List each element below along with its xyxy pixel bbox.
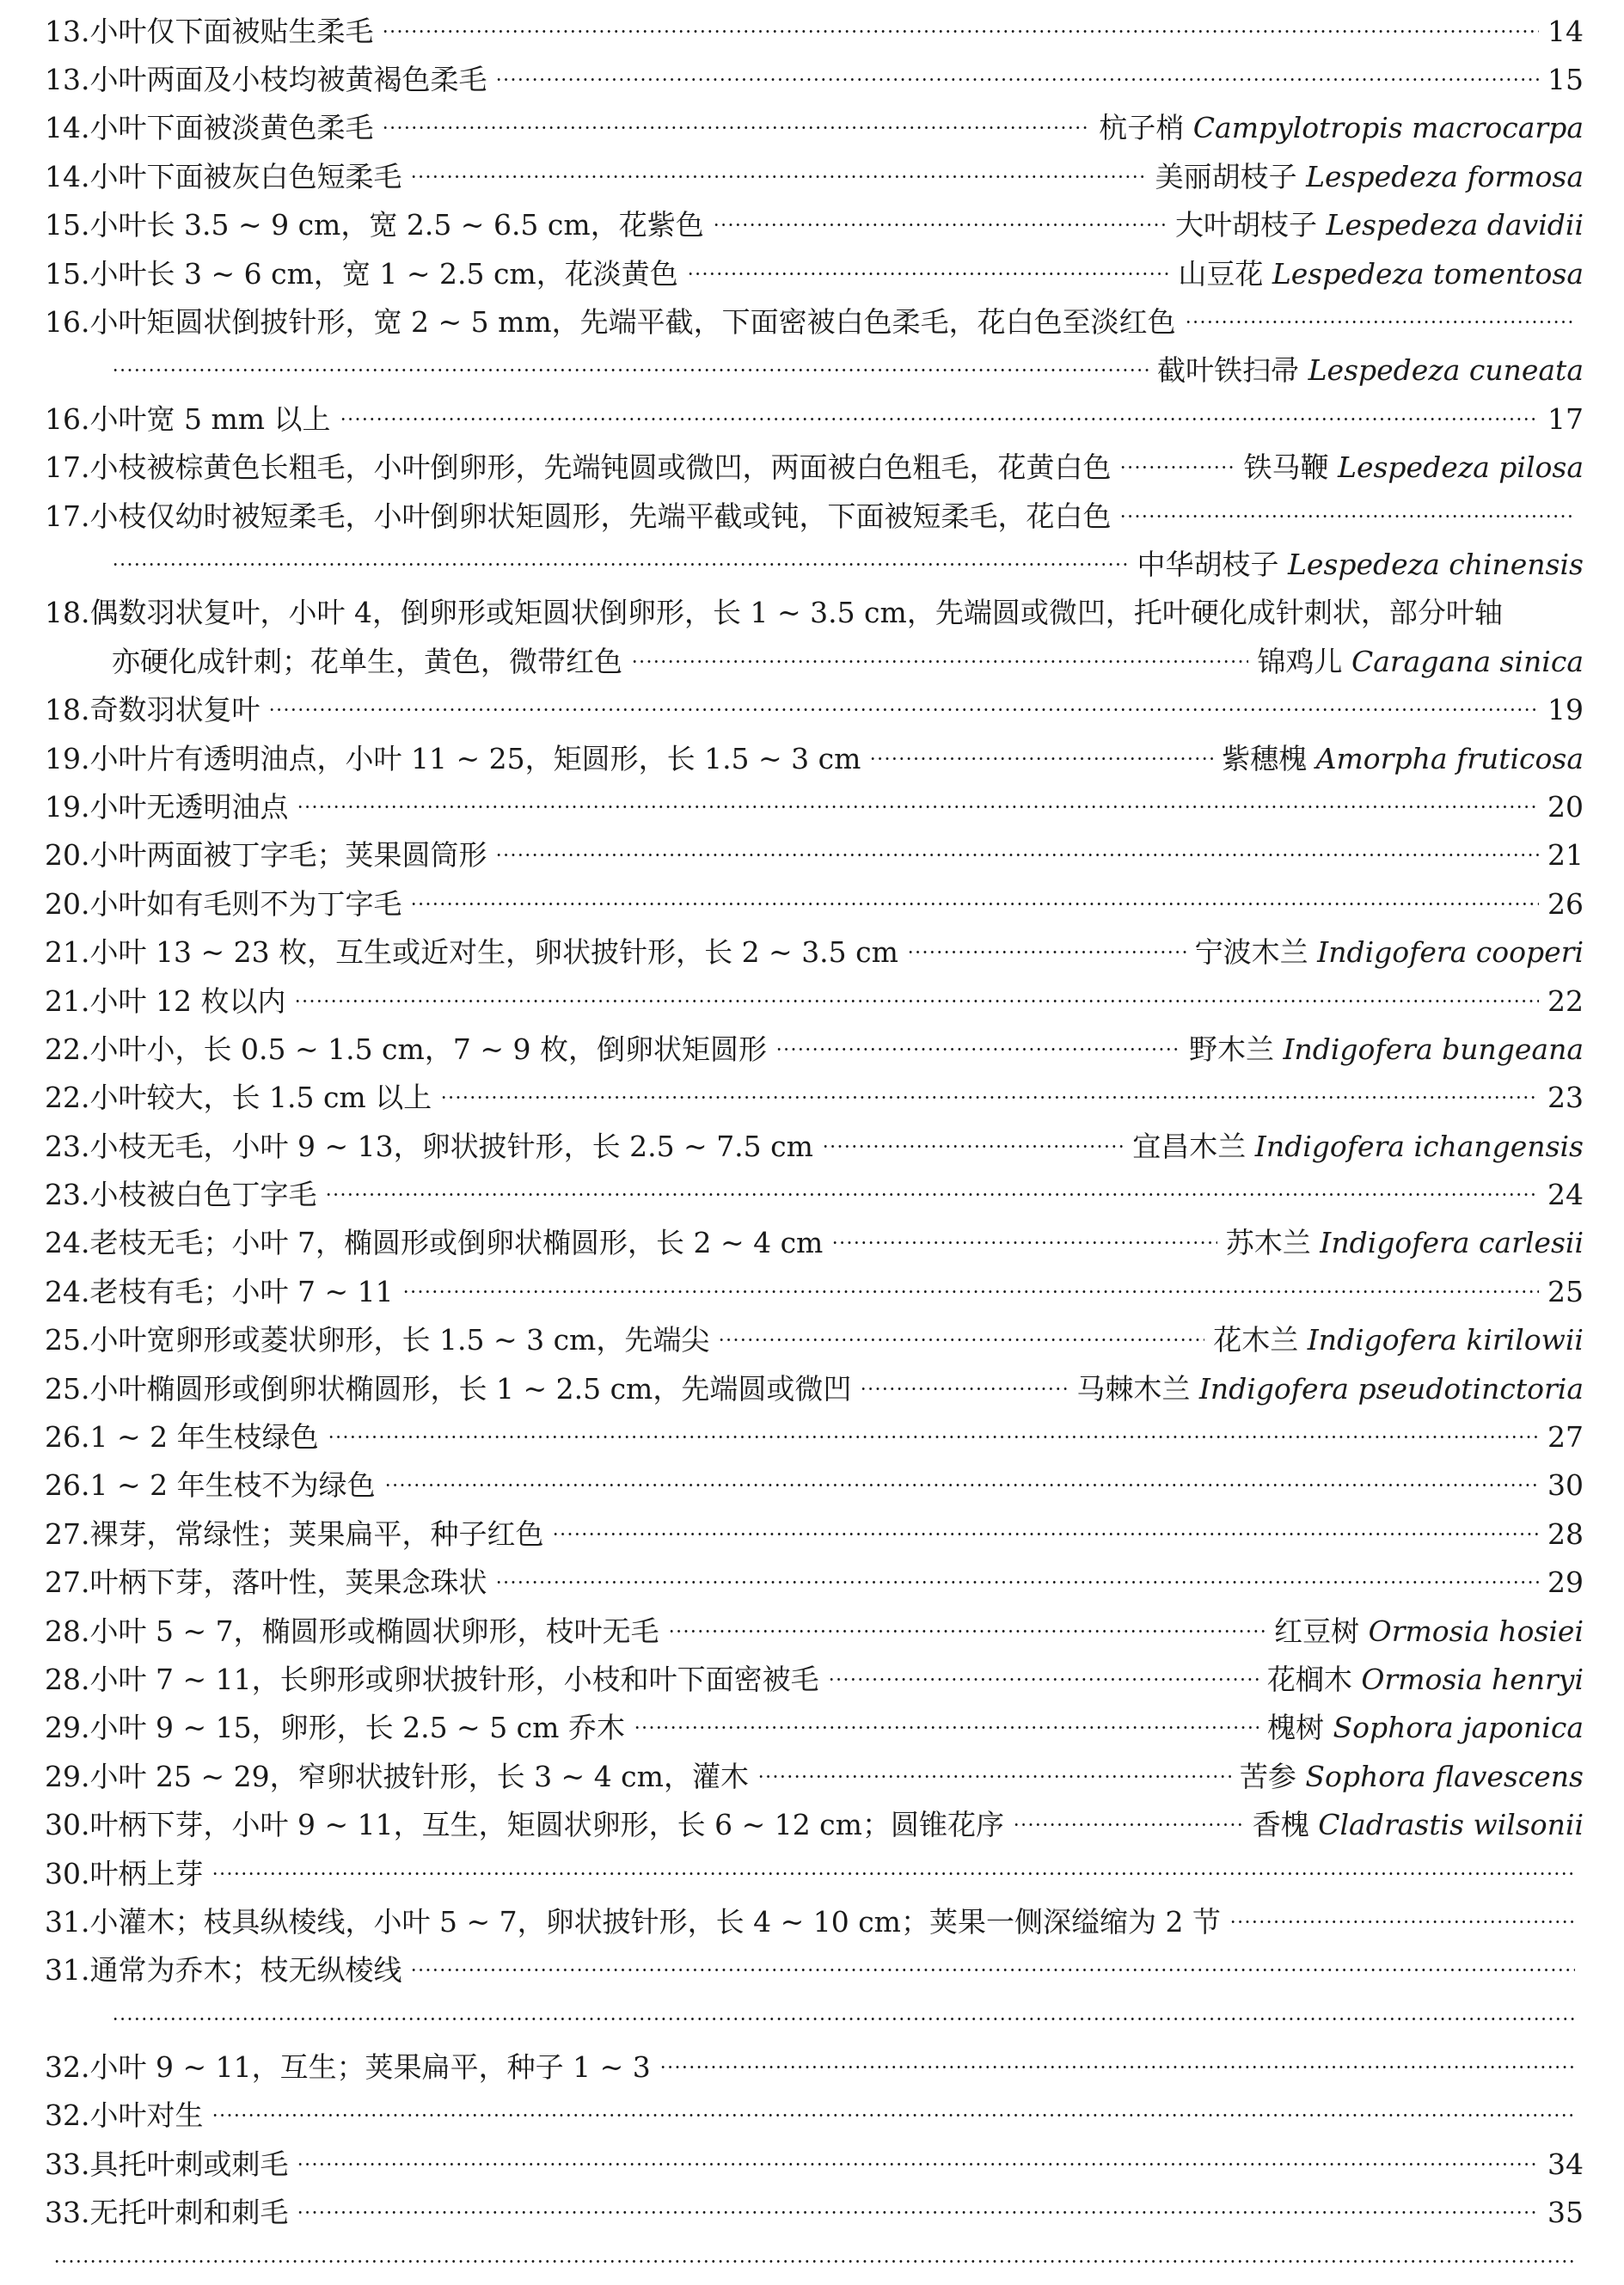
leader-dots (211, 1872, 1575, 1875)
key-entry (45, 201, 1584, 249)
key-entry (45, 1559, 1584, 1607)
leader-dots (297, 2163, 1539, 2166)
entry-description: 小枝仅幼时被短柔毛，小叶倒卵状矩圆形，先端平截或钝，下面被短柔毛，花白色 (89, 499, 1112, 533)
entry-description: 小枝被棕黄色长粗毛，小叶倒卵形，先端钝圆或微凹，两面被白色粗毛，花黄白色 (89, 450, 1112, 485)
go-to-number: 21 (1547, 838, 1584, 873)
entry-description: 小叶无透明油点 (89, 789, 289, 824)
go-to-number: 34 (1547, 2147, 1584, 2181)
entry-description: 小叶下面被淡黄色柔毛 (89, 111, 374, 145)
entry-number: 21. (45, 935, 90, 970)
species-name (1188, 1032, 1584, 1066)
scientific-name: Campylotropis macrocarpa (1192, 111, 1584, 145)
go-to-number: 23 (1547, 1081, 1584, 1115)
common-name: 杭子梢 (1099, 111, 1185, 145)
key-entry (45, 1461, 1584, 1510)
entry-number: 17. (45, 499, 90, 533)
leader-dots (869, 757, 1213, 760)
scientific-name: Lespedeza davidii (1326, 208, 1584, 242)
entry-number: 19. (45, 741, 90, 775)
key-entry (45, 1025, 1584, 1073)
leader-dots (634, 1726, 1259, 1729)
scientific-name: Indigofera cooperi (1317, 935, 1584, 970)
entry-number: 26. (45, 1468, 90, 1503)
go-to-number: 29 (1547, 1565, 1584, 1600)
entry-number: 23. (45, 1129, 90, 1163)
leader-dots (382, 126, 1090, 129)
species-name (1076, 1371, 1584, 1406)
common-name: 野木兰 (1188, 1032, 1274, 1066)
key-entry (45, 928, 1584, 976)
common-name: 锦鸡儿 (1257, 644, 1343, 678)
key-entry (45, 444, 1584, 492)
entry-number: 20. (45, 838, 90, 873)
entry-number: 28. (45, 1662, 90, 1696)
entry-number: 13. (45, 14, 90, 48)
common-name: 花榈木 (1266, 1662, 1352, 1696)
scientific-name: Caragana sinica (1351, 644, 1584, 678)
entry-description: 小叶长 3 ~ 6 cm，宽 1 ~ 2.5 cm，花淡黄色 (89, 256, 678, 291)
common-name: 槐树 (1266, 1711, 1324, 1745)
entry-description: 小叶 13 ~ 23 枚，互生或近对生，卵状披针形，长 2 ~ 3.5 cm (89, 935, 898, 970)
entry-description: 老枝有毛；小叶 7 ~ 11 (89, 1274, 394, 1308)
go-to-number: 19 (1547, 693, 1584, 727)
key-entry (45, 589, 1584, 637)
entry-number: 32. (45, 2098, 90, 2133)
entry-number: 22. (45, 1081, 90, 1115)
leader-dots (297, 2211, 1539, 2214)
key-entry (45, 1170, 1584, 1218)
key-entry (45, 1219, 1584, 1267)
entry-description: 小叶 7 ~ 11，长卵形或卵状披针形，小枝和叶下面密被毛 (89, 1662, 819, 1696)
leader-dots (552, 1533, 1539, 1535)
entry-number: 15. (45, 208, 90, 242)
go-to-number: 30 (1547, 1468, 1584, 1503)
leader-dots (211, 2114, 1575, 2117)
key-entry (45, 2237, 1584, 2285)
key-entry (45, 2140, 1584, 2188)
entry-description: 1 ~ 2 年生枝绿色 (89, 1420, 319, 1455)
key-entry (45, 7, 1584, 55)
species-name (1225, 1226, 1584, 1260)
entry-description: 小叶 12 枚以内 (89, 983, 286, 1018)
species-name (1175, 208, 1584, 242)
key-entry (45, 734, 1584, 782)
species-name (1222, 741, 1584, 775)
entry-number: 14. (45, 159, 90, 193)
entry-number: 27. (45, 1516, 90, 1551)
leader-dots (668, 1630, 1266, 1633)
entry-description: 小叶宽 5 mm 以上 (89, 401, 331, 436)
leader-dots (495, 78, 1539, 81)
common-name: 山豆花 (1178, 256, 1264, 291)
species-name (1194, 935, 1584, 970)
leader-dots (440, 1096, 1539, 1099)
entry-description-continued: 亦硬化成针刺；花单生，黄色，微带红色 (112, 644, 622, 678)
entry-description: 小叶片有透明油点，小叶 11 ~ 25，矩圆形，长 1.5 ~ 3 cm (89, 741, 861, 775)
common-name: 香槐 (1252, 1808, 1309, 1842)
entry-number: 15. (45, 256, 90, 291)
entry-number: 29. (45, 1759, 90, 1793)
key-entry (45, 1946, 1584, 1994)
scientific-name: Ormosia henryi (1361, 1662, 1584, 1696)
leader-dots (495, 854, 1539, 856)
key-entry-continuation (45, 346, 1584, 395)
key-entry (45, 152, 1584, 200)
entry-description: 叶柄下芽，落叶性，荚果念珠状 (89, 1565, 487, 1600)
common-name: 花木兰 (1213, 1323, 1299, 1357)
key-entry (45, 1800, 1584, 1848)
entry-number: 30. (45, 1808, 90, 1842)
entry-description: 小叶 5 ~ 7，椭圆形或椭圆状卵形，枝叶无毛 (89, 1614, 659, 1648)
entry-number: 24. (45, 1226, 90, 1260)
key-entry (45, 395, 1584, 443)
go-to-number: 27 (1547, 1420, 1584, 1455)
leader-dots (1119, 466, 1235, 469)
scientific-name: Cladrastis wilsonii (1318, 1808, 1584, 1842)
key-entry (45, 1849, 1584, 1897)
common-name: 宜昌木兰 (1132, 1129, 1247, 1163)
go-to-number: 20 (1547, 789, 1584, 824)
key-entry (45, 831, 1584, 879)
leader-dots (384, 1484, 1539, 1486)
entry-description: 小叶 25 ~ 29，窄卵状披针形，长 3 ~ 4 cm，灌木 (89, 1759, 749, 1793)
entry-number: 14. (45, 111, 90, 145)
leader-dots (718, 1339, 1204, 1341)
species-name (1213, 1323, 1584, 1357)
entry-description: 小叶两面被丁字毛；荚果圆筒形 (89, 838, 487, 873)
leader-dots (112, 2018, 1575, 2020)
common-name: 马棘木兰 (1076, 1371, 1191, 1406)
go-to-number: 26 (1547, 886, 1584, 921)
go-to-number: 14 (1547, 14, 1584, 48)
leader-dots (297, 806, 1539, 808)
entry-description: 小叶下面被灰白色短柔毛 (89, 159, 402, 193)
key-entry (45, 1364, 1584, 1412)
leader-dots (410, 175, 1146, 178)
key-entry (45, 1752, 1584, 1800)
leader-dots (687, 273, 1170, 275)
key-entry (45, 2189, 1584, 2237)
entry-description: 小叶 9 ~ 11，互生；荚果扁平，种子 1 ~ 3 (89, 2050, 651, 2085)
key-entry (45, 1412, 1584, 1461)
entry-description: 通常为乔木；枝无纵棱线 (89, 1953, 402, 1988)
leader-dots (325, 1193, 1539, 1196)
key-entry (45, 55, 1584, 103)
common-name: 红豆树 (1274, 1614, 1360, 1648)
entry-description: 小叶椭圆形或倒卵状椭圆形，长 1 ~ 2.5 cm，先端圆或微凹 (89, 1371, 852, 1406)
entry-description: 叶柄上芽 (89, 1856, 204, 1890)
leader-dots (410, 903, 1539, 905)
entry-description: 小叶仅下面被贴生柔毛 (89, 14, 374, 48)
entry-description: 小叶如有毛则不为丁字毛 (89, 886, 402, 921)
entry-description: 小枝被白色丁字毛 (89, 1178, 317, 1212)
key-entry (45, 1655, 1584, 1703)
entry-number: 22. (45, 1032, 90, 1066)
entry-number: 29. (45, 1711, 90, 1745)
leader-dots (112, 369, 1149, 371)
common-name: 铁马鞭 (1243, 450, 1329, 485)
entry-description: 小叶宽卵形或菱状卵形，长 1.5 ~ 3 cm，先端尖 (89, 1323, 710, 1357)
key-entry-continuation (45, 540, 1584, 588)
entry-number: 13. (45, 63, 90, 97)
key-entry (45, 1510, 1584, 1558)
leader-dots (53, 2260, 1575, 2263)
species-name (1274, 1614, 1584, 1648)
entry-description: 小叶矩圆状倒披针形，宽 2 ~ 5 mm，先端平截，下面密被白色柔毛，花白色至淡红色 (89, 305, 1176, 340)
key-entry-continuation (45, 1994, 1584, 2043)
key-entry (45, 104, 1584, 152)
species-name (1099, 111, 1584, 145)
scientific-name: Indigofera pseudotinctoria (1198, 1371, 1584, 1406)
scientific-name: Indigofera bungeana (1283, 1032, 1584, 1066)
common-name: 中华胡枝子 (1137, 547, 1279, 581)
key-entry (45, 1704, 1584, 1752)
entry-description: 偶数羽状复叶，小叶 4，倒卵形或矩圆状倒卵形，长 1 ~ 3.5 cm，先端圆或微凹，托叶硬化成针刺状，部分叶轴 (89, 596, 1503, 630)
key-entry (45, 1267, 1584, 1315)
key-entry (45, 492, 1584, 540)
go-to-number: 24 (1547, 1178, 1584, 1212)
species-name (1132, 1129, 1584, 1163)
entry-number: 16. (45, 305, 90, 340)
species-name (1252, 1808, 1584, 1842)
leader-dots (757, 1775, 1231, 1778)
species-name (1257, 644, 1584, 678)
entry-number: 16. (45, 401, 90, 436)
scientific-name: Lespedeza chinensis (1288, 547, 1584, 581)
leader-dots (775, 1048, 1180, 1051)
key-entry (45, 782, 1584, 830)
key-entry (45, 297, 1584, 346)
key-entry (45, 1074, 1584, 1122)
leader-dots (1013, 1823, 1244, 1826)
leader-dots (822, 1145, 1124, 1148)
identification-key (45, 7, 1584, 2285)
entry-description: 1 ~ 2 年生枝不为绿色 (89, 1468, 376, 1503)
entry-number: 31. (45, 1904, 90, 1939)
scientific-name: Sophora japonica (1333, 1711, 1584, 1745)
species-name (1137, 547, 1584, 581)
species-name (1266, 1711, 1584, 1745)
go-to-number: 17 (1547, 401, 1584, 436)
leader-dots (1185, 321, 1575, 323)
key-entry (45, 1607, 1584, 1655)
leader-dots (410, 1969, 1575, 1971)
key-entry (45, 1122, 1584, 1170)
entry-description: 无托叶刺和刺毛 (89, 2196, 289, 2230)
species-name (1157, 353, 1584, 388)
entry-description: 小枝无毛，小叶 9 ~ 13，卵状披针形，长 2.5 ~ 7.5 cm (89, 1129, 813, 1163)
species-name (1266, 1662, 1584, 1696)
key-entry (45, 2043, 1584, 2091)
entry-number: 17. (45, 450, 90, 485)
leader-dots (659, 2066, 1575, 2068)
key-entry (45, 2092, 1584, 2140)
leader-dots (495, 1581, 1539, 1584)
leader-dots (713, 224, 1167, 226)
leader-dots (402, 1290, 1539, 1293)
entry-description: 小灌木；枝具纵棱线，小叶 5 ~ 7，卵状披针形，长 4 ~ 10 cm；荚果一侧深缢缩为 2 节 (89, 1904, 1221, 1939)
common-name: 美丽胡枝子 (1155, 159, 1297, 193)
common-name: 紫穗槐 (1222, 741, 1308, 775)
leader-dots (631, 660, 1248, 663)
entry-number: 23. (45, 1178, 90, 1212)
go-to-number: 22 (1547, 983, 1584, 1018)
entry-number: 21. (45, 983, 90, 1018)
entry-number: 33. (45, 2196, 90, 2230)
key-entry (45, 977, 1584, 1025)
entry-number: 20. (45, 886, 90, 921)
entry-number: 32. (45, 2050, 90, 2085)
species-name (1243, 450, 1584, 485)
common-name: 苏木兰 (1225, 1226, 1311, 1260)
entry-number: 19. (45, 789, 90, 824)
scientific-name: Indigofera ichangensis (1254, 1129, 1584, 1163)
go-to-number: 35 (1547, 2196, 1584, 2230)
leader-dots (1119, 515, 1575, 518)
leader-dots (860, 1388, 1068, 1390)
key-entry (45, 879, 1584, 928)
entry-number: 26. (45, 1420, 90, 1455)
leader-dots (1229, 1921, 1575, 1923)
entry-number: 33. (45, 2147, 90, 2181)
entry-number: 18. (45, 596, 90, 630)
entry-description: 小叶长 3.5 ~ 9 cm，宽 2.5 ~ 6.5 cm，花紫色 (89, 208, 704, 242)
leader-dots (112, 563, 1129, 566)
species-name (1155, 159, 1584, 193)
common-name: 苦参 (1239, 1759, 1296, 1793)
scientific-name: Indigofera carlesii (1320, 1226, 1584, 1260)
common-name: 截叶铁扫帚 (1157, 353, 1300, 388)
key-entry-continuation (45, 637, 1584, 685)
entry-description: 小叶 9 ~ 15，卵形，长 2.5 ~ 5 cm 乔木 (89, 1711, 625, 1745)
leader-dots (340, 418, 1539, 420)
entry-number: 25. (45, 1371, 90, 1406)
entry-number: 31. (45, 1953, 90, 1988)
scientific-name: Amorpha fruticosa (1315, 741, 1584, 775)
scientific-name: Indigofera kirilowii (1307, 1323, 1584, 1357)
entry-number: 28. (45, 1614, 90, 1648)
leader-dots (268, 708, 1539, 711)
entry-number: 30. (45, 1856, 90, 1890)
key-entry (45, 249, 1584, 297)
leader-dots (382, 30, 1539, 33)
scientific-name: Lespedeza cuneata (1308, 353, 1584, 388)
entry-number: 25. (45, 1323, 90, 1357)
entry-description: 裸芽，常绿性；荚果扁平，种子红色 (89, 1516, 544, 1551)
entry-number: 18. (45, 693, 90, 727)
entry-description: 小叶较大，长 1.5 cm 以上 (89, 1081, 432, 1115)
entry-description: 小叶小，长 0.5 ~ 1.5 cm，7 ~ 9 枚，倒卵状矩圆形 (89, 1032, 767, 1066)
scientific-name: Sophora flavescens (1305, 1759, 1584, 1793)
entry-description: 奇数羽状复叶 (89, 693, 260, 727)
leader-dots (907, 951, 1186, 953)
entry-description: 小叶对生 (89, 2098, 204, 2133)
scientific-name: Ormosia hosiei (1368, 1614, 1584, 1648)
entry-description: 叶柄下芽，小叶 9 ~ 11，互生，矩圆状卵形，长 6 ~ 12 cm；圆锥花序 (89, 1808, 1004, 1842)
go-to-number: 25 (1547, 1274, 1584, 1308)
go-to-number: 28 (1547, 1516, 1584, 1551)
scientific-name: Lespedeza formosa (1306, 159, 1584, 193)
entry-description: 具托叶刺或刺毛 (89, 2147, 289, 2181)
entry-number: 27. (45, 1565, 90, 1600)
go-to-number: 15 (1547, 63, 1584, 97)
key-entry (45, 685, 1584, 733)
entry-description: 小叶两面及小枝均被黄褐色柔毛 (89, 63, 487, 97)
leader-dots (328, 1436, 1539, 1438)
scientific-name: Lespedeza pilosa (1338, 450, 1584, 485)
species-name (1178, 256, 1584, 291)
common-name: 大叶胡枝子 (1175, 208, 1318, 242)
entry-description: 老枝无毛；小叶 7，椭圆形或倒卵状椭圆形，长 2 ~ 4 cm (89, 1226, 824, 1260)
entry-number: 24. (45, 1274, 90, 1308)
leader-dots (828, 1678, 1259, 1681)
key-entry (45, 1897, 1584, 1945)
species-name (1239, 1759, 1584, 1793)
scientific-name: Lespedeza tomentosa (1272, 256, 1584, 291)
key-entry (45, 1316, 1584, 1364)
common-name: 宁波木兰 (1194, 935, 1308, 970)
leader-dots (831, 1241, 1216, 1244)
leader-dots (294, 1000, 1539, 1002)
